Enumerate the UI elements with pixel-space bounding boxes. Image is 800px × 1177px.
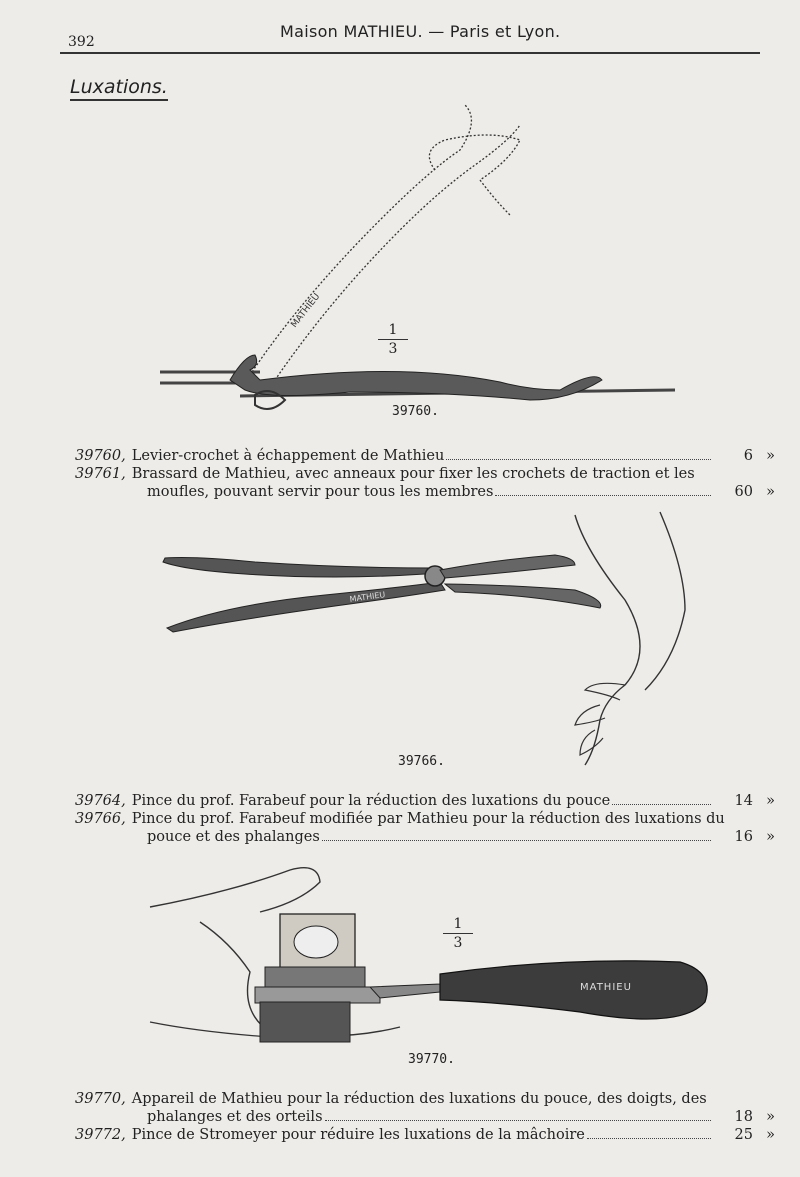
- handle-engraving: MATHIEU: [580, 982, 632, 993]
- entry-description: Pince du prof. Farabeuf modifiée par Mathieu pour la réduction des luxations du: [131, 811, 725, 827]
- catalog-entry-39760: [75, 447, 775, 465]
- entry-description: Pince du prof. Farabeuf pour la réduction des luxations du pouce: [131, 793, 611, 809]
- catalog-entry-39770: [75, 1090, 775, 1126]
- scale-numerator: 1: [378, 322, 408, 340]
- entry-description: Levier-crochet à échappement de Mathieu: [131, 448, 445, 464]
- entry-unit: »: [766, 793, 775, 809]
- figure-lever-hook: [150, 100, 690, 420]
- page-number: 392: [68, 34, 95, 50]
- entry-unit: »: [766, 484, 775, 500]
- entry-description-cont: moufles, pouvant servir pour tous les membres: [147, 484, 494, 500]
- catalog-entry-39766: [75, 810, 775, 846]
- figure-caption-39770: 39770.: [408, 1052, 455, 1067]
- entry-description: Brassard de Mathieu, avec anneaux pour fixer les crochets de traction et les: [131, 466, 695, 482]
- entry-price: 6: [743, 448, 753, 464]
- catalog-entry-39764: [75, 792, 775, 810]
- running-title: Maison MATHIEU. — Paris et Lyon.: [280, 22, 561, 41]
- scale-numerator: 1: [443, 916, 473, 934]
- entry-price: 16: [734, 829, 753, 845]
- entry-ref: 39770,: [75, 1091, 126, 1107]
- page-header: [60, 22, 760, 54]
- entry-price: 60: [734, 484, 753, 500]
- entry-ref: 39764,: [75, 793, 126, 809]
- entry-price: 25: [734, 1127, 753, 1143]
- section-title: Luxations.: [70, 76, 168, 101]
- forceps-engraving: MATHIEU: [349, 590, 386, 604]
- entry-ref: 39760,: [75, 448, 126, 464]
- entry-unit: »: [766, 1109, 775, 1125]
- forceps-illustration: [155, 510, 700, 770]
- entry-ref: 39766,: [75, 811, 126, 827]
- entry-ref: 39772,: [75, 1127, 126, 1143]
- entry-unit: »: [766, 1127, 775, 1143]
- figure-farabeuf-forceps: [155, 510, 700, 770]
- scale-fraction-3: [443, 916, 473, 951]
- figure-caption-39766: 39766.: [398, 754, 445, 769]
- entry-unit: »: [766, 829, 775, 845]
- entry-description-cont: pouce et des phalanges: [147, 829, 320, 845]
- entry-description: Pince de Stromeyer pour réduire les luxations de la mâchoire: [131, 1127, 585, 1143]
- entry-description: Appareil de Mathieu pour la réduction des luxations du pouce, des doigts, des: [131, 1091, 707, 1107]
- scale-denominator: 3: [453, 935, 463, 951]
- figure-caption-39760: 39760.: [392, 404, 439, 419]
- entry-price: 18: [734, 1109, 753, 1125]
- strap-engraving: MATHIEU: [289, 291, 323, 330]
- figure-thumb-apparatus: [140, 862, 720, 1062]
- catalog-entry-39761: [75, 465, 775, 501]
- scale-fraction-1: [378, 322, 408, 357]
- entry-ref: 39761,: [75, 466, 126, 482]
- entry-unit: »: [766, 448, 775, 464]
- scale-denominator: 3: [388, 341, 398, 357]
- lever-hook-illustration: [150, 100, 690, 420]
- entry-description-cont: phalanges et des orteils: [147, 1109, 323, 1125]
- thumb-apparatus-illustration: [140, 862, 720, 1062]
- entry-price: 14: [734, 793, 753, 809]
- catalog-entry-39772: [75, 1126, 775, 1144]
